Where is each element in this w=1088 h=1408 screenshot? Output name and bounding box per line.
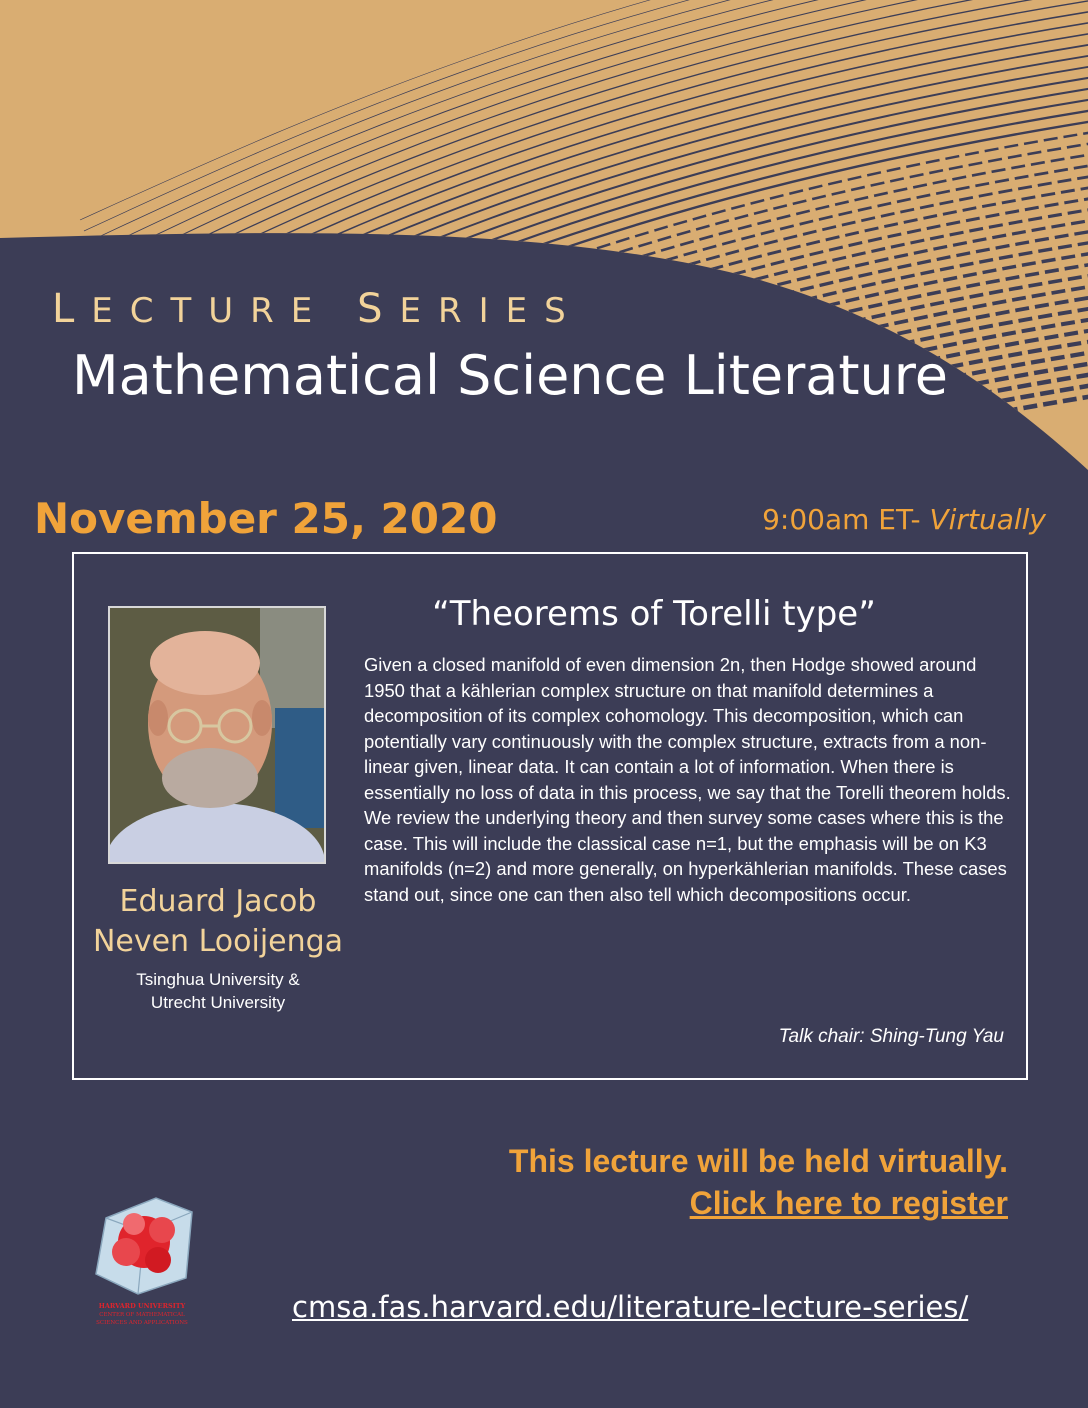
series-second-rest: ERIES — [399, 291, 583, 331]
talk-chair: Talk chair: Shing-Tung Yau — [778, 1026, 1004, 1047]
series-second-letter: S — [357, 286, 400, 332]
virtual-note-block — [509, 1140, 1008, 1224]
speaker-photo-illustration — [110, 608, 324, 862]
speaker-affiliation — [74, 968, 362, 1014]
series-first-letter: L — [52, 286, 92, 332]
event-mode: Virtually — [929, 503, 1046, 536]
series-first-rest: ECTURE — [91, 291, 330, 331]
wave-pattern-graphic — [0, 0, 1088, 520]
talk-card — [72, 552, 1028, 1080]
talk-abstract: Given a closed manifold of even dimension 2n, then Hodge showed around 1950 that a kählerian complex structure on that manifold determines a decomposition of its complex cohomology. This decomposition, which can potentially vary continuously with the complex structure, extracts from a non-linear given, linear data. It can contain a lot of information. When there is essentially no loss of data in this process, we say that the Torelli theorem holds. We review the underlying theory and then survey some cases where this is the case. This will include the classical case n=1, but the emphasis will be on K3 manifolds (n=2) and more generally, on hyperkählerian manifolds. These cases stand out, since one can then also tell which decompositions occur. — [364, 654, 1011, 905]
speaker-name-line1: Eduard Jacob — [119, 884, 317, 919]
logo-text-line3: SCIENCES AND APPLICATIONS — [96, 1320, 188, 1326]
speaker-name-line2: Neven Looijenga — [92, 924, 344, 959]
virtual-note: This lecture will be held virtually. — [508, 1143, 1008, 1179]
logo-text-line2: CENTER OF MATHEMATICAL — [99, 1312, 185, 1318]
speaker-name — [74, 882, 362, 962]
page-title: Mathematical Science Literature — [72, 344, 949, 407]
logo-text-line1: HARVARD UNIVERSITY — [98, 1302, 186, 1310]
register-link[interactable]: Click here to register — [689, 1185, 1008, 1221]
talk-title: “Theorems of Torelli type” — [432, 594, 876, 634]
event-time-value: 9:00am ET- — [762, 503, 921, 536]
cmsa-logo — [86, 1190, 198, 1330]
speaker-photo — [108, 606, 326, 864]
website-url-link[interactable]: cmsa.fas.harvard.edu/literature-lecture-series/ — [292, 1290, 969, 1324]
affiliation-line2: Utrecht University — [150, 993, 286, 1012]
event-date: November 25, 2020 — [34, 494, 498, 543]
affiliation-line1: Tsinghua University & — [136, 970, 300, 989]
event-time — [762, 503, 1046, 536]
series-label — [52, 286, 583, 332]
